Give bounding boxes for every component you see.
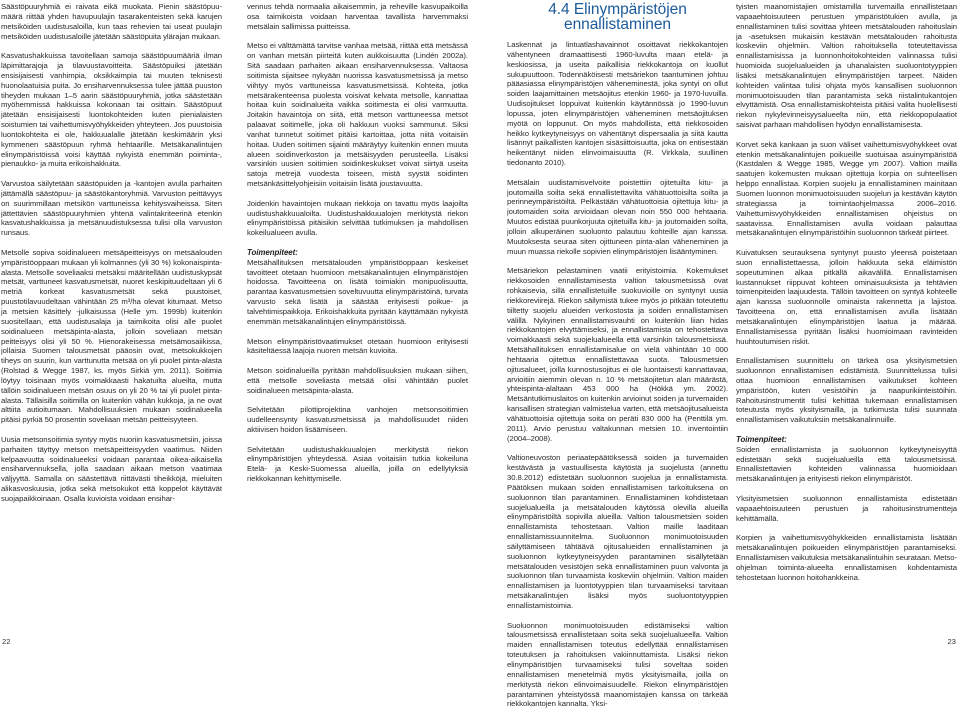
paragraph: Ennallistamisen suunnittelu on tärkeä osa yksityismetsien suoluonnon ennallistamisen edistämistä. Suunnittelussa tulisi ottaa huomioon ennallistamisen vaikutukset kohteen ympäristöön, kuten vesistöihin ja naapurikiinteistöihin. Rahoitusinstrumentit tulisi kehittää tukemaan ennallistamisen toteutusta myös yksityismailla, ja tutkimusta tulisi suunnata ennallistamisen vaikutuksiin metsäkanalinnuille. — [736, 356, 957, 425]
measure-item: Selvitetään pilottiprojektina vanhojen metsonsoitimien uudelleensynty kasvatusmetsissä ja mahdollisuudet niiden aktiivisen hoidon lisäämiseen. — [247, 405, 468, 434]
measure-item: Metson elinympäristövaatimukset otetaan huomioon erityisesti käsiteltäessä laajoja nuoren metsän kuvioita. — [247, 336, 468, 356]
measures-heading: Toimenpiteet: — [736, 434, 787, 444]
measure-item: Soiden ennallistamista ja suoluonnon kytkeytyneisyyttä edistetään sekä suojelualueilla että talousmetsissä. Ennallistettavien kohteiden valinnassa huomioidaan metsäkanalintujen ja erityisesti riekon elinympäristöt. — [736, 444, 957, 484]
paragraph: Kuivatuksen seurauksena syntynyt puusto yleensä poistetaan suon ennallistettaessa, jolloin hakkuuta sekä eläimistön sopeutuminen alkaa pitkällä aikavälillä. Ennallistamisen kustannukset riippuvat kohteen ominaisuuksista ja tehtävien toimenpiteiden laajuudesta. Tällöin tavoitteen on syntyä kohteelle ajan kanssa suoluonnolle ominaista rakennetta ja lajistoa. Tavoitteena on, että ennallistamisen avulla lisätään metsäkanalintujen elinympäristöjen laatua ja määrää. Ennallistamisessa pyritään lisäksi huomioimaan ravinteiden huuhtoutumisen riskit. — [736, 248, 957, 346]
paragraph: Metso ei välttämättä tarvitse vanhaa metsää, riittää että metsässä on vanhan metsän piirteitä kuten aukkoisuutta (Lindén 2002a). Sitä saadaan parhaiten aikaan ensiharvennuksessa. Valtaosa soitimista sijaitsee nykyään nuorissa kasvatusmetsissä ja metso viihtyy myös varttuneissa kasvatusmetsissä. Kohteita, jotka metsärakenteensa puolesta voisivat kelvata metsolle, kannattaa hoitaa kuin soidinalueita vaikka soitimesta ei olisi varmuutta. Joitakin havaintoja on siitä, että metson varttuneessa metsot palaavat soitimelle, joka oli hakkuun vuoksi sammunut. Siksi vanhat tunnetut soitimet pitäisi kartoittaa, jotta niitä voitaisiin hoitaa. Uuden soitimen sijainti määräytyy kuitenkin ennen muuta alueen soidinverkoston ja metsäisyyden perusteella. Lisäksi varsinkin uusien soitimien soidinkeskukset voivat siirtyä useita satoja metrejä vuodesta toiseen, mistä syystä soidinten metsänkäsittelyohjeisiin voitaisiin lisätä joustavuutta. — [247, 41, 468, 189]
section-heading — [507, 2, 728, 32]
page-number-right: 23 — [947, 637, 956, 646]
measure-item: Selvitetään uudistushakkuualojen merkitystä riekon elinympäristöjen yhteydessä. Asiaa voitaisiin tutkia kokeiluna Etelä- ja Keski-Suomessa alueilla, joilla on edellytyksiä riekkokannan kehittymiselle. — [247, 444, 468, 484]
paragraph: Valtioneuvoston periaatepäätöksessä soiden ja turvemaiden kestävästä ja vastuullisesta käytöstä ja suojelusta (annettu 30.8.2012) edistetään suoluonnon suojelua ja ennallistamista. Päätöksen mukaan soiden ennallistamisen tarkoituksena on suoluonnon tilan parantaminen. Ennallistaminen kohdistetaan suojelualueilla ja metsätalouden käytössä olevilla alueilla elinympäristöiltä sopivilla alueilla. Valtion talousmetsien soiden ennallistamista tehostetaan. Valtion maille laaditaan ennallistamissuunnitelma. Suoluonnon monimuotoisuuden säilyttämiseen tähtäävä ojitusalueiden ennallistaminen ja suoluonnon kytkeytyneisyyden parantaminen sisällytetään metsätalouden vesistöjen sekä ennallistaminen puun valvonta ja suoluonnon tilan turvaamista koskeviin ohjelmiin. Valtion maiden ennallistamisen ja luontotyyppien tilan turvaamiseksi tarvitaan metsäkanalintujen lisäksi myös suoluontotyyppien ennallistamistoimia. — [507, 453, 728, 610]
measure-item: Korpien ja vaihettumisvyöhykkeiden ennallistamista lisätään metsäkanalintujen poikueiden elinympäristöjen parantamiseksi. Ennallistamisen vaikutuksia metsäkanalintuihin seurataan. Metso- ohjelman toiminta-alueelta ennallistamisen kohdentamista tehostetaan luonnon hoitohankkeina. — [736, 533, 957, 582]
paragraph: vennus tehdä normaalia aikaisemmin, ja reheville kasvupaikoilla osa taimikoista voidaan harventaa tavallista harvemmaksi metsälain sallimissa puitteissa. — [247, 2, 468, 31]
paragraph: Laskennat ja lintuatlashavainnot osoittavat riekkokantojen vähentyneen dramaattisesti 1960-luvulta maan etelä- ja keskiosissa, ja useita paikallisia riekkokantoja on kuollut sukupuuttoon. Todennäköisesti metsäriekon taantuminen johtuu pääasiassa elinympäristöjen väheneminestä, joka syntyi on ollut soiden laajamittainen metsäojitus etenkin 1960- ja 1970-luvuilla. Uudisojitukset loppuivat kuitenkin käytännössä jo 1990-luvun lopussa, joten elinympäristöjen väheneminen metsäojituksen myötä on loppunut. On myös mahdollista, että riekkosoiden heikko kytkeytyneisyys on vähentänyt dispersaalia ja siitä kautta lisännyt paikallisten kantojen sisäsiittoisuutta, joka on entisestään heikentänyt niiden elinvoimaisuutta (R. Virkkala, suullinen tiedonanto 2010). — [507, 40, 728, 168]
section-heading-line-1: 4.4 Elinympäristöjen — [548, 2, 687, 18]
right-page-column-1 — [507, 2, 728, 719]
paragraph: Uusia metsonsoitimia syntyy myös nuoriin kasvatusmetsiin, joissa parhaiten täyttyy metson metsäpeitteisyyden vaatimus. Niiden kelpaavuutta soidinalueeksi voidaan parantaa oikea-aikaisella ensiharvennuksella, jolla saadaan aikaan metson vaatimaa väljyyttä. Samalla on säästettävä riittävästi tiheikköjä, mieluiten alikasvoskuusia, jotka sekä metsokukot että koppelot käyttävät suojapaikkoinaan. Osalla kuvioista voidaan ensihar- — [1, 434, 222, 503]
paragraph: Metsolle sopiva soidinalueen metsäpeitteisyys on metsäalouden ympäristöoppaan mukaan yli kolmannes (yli 30 %) kokonaispinta-alasta. Metsolle soveliaaksi metsäksi määritellään uudistuskypsät metsät, varttuneet kasvatusmetsät, nuoret keskipituudeltaan yli 6 metriä korkeat kasvatusmetsät sekä puustoiset, puustotilavuudeltaan vähintään 25 m³/ha olevat kitumaat. Metso ja metsien käsittely -julkaisussa (Helle ym. 1999b) kuitenkin suositellaan, että uudistusalaja ja taimikoita olisi alle puolet soidinalueen metsäpinta-alasta, jolloin soveliaan metsän peitteisyys olisi yli 50 %. Hienorakeisessa metsämosaiikissa, jollaisia Suomen talousmetsät pääosin ovat, metsokukkojen tiheys on suurin, kun varttunutta metsää on yli puolet pinta-alasta (Rolstad & Wegge 1987, ks. myös Sirkiä ym. 2011). Soitimia löytyy toisinaan myös voimakkaasti hakatuilta alueilta, mutta tällöin soidinalueen metsän osuus on yli 20 % tai yli puolet pinta-alasta. Tällaisilla soitimilla on kuitenkin vähän kukkoja, ja ne ovat alttiita autioitumaan. Mahdollisuuksien mukaan soidinalueella pitäisi pyrkiä 50 prosentin soveliaan metsän peitteisyyteen. — [1, 247, 222, 425]
section-heading-line-2: ennallistaminen — [564, 16, 671, 33]
paragraph: Metsäriekon pelastaminen vaatii erityistoimia. Kokemukset riekkosoiden ennallistamisesta valtion talousmetsissä ovat rohkaisevia, sillä ennallistetuille suokuvioille on syntynyt uusia riekkoreviirejä. Riekon säilymistä tukee myös jo pitkään toteutettu tiiltetty suojelu alueiden verkostosta ja soiden ennallistamisen välillä. Nykyinen ennallistamisvauhti on kuitenkin liian hidas riekkokantojen elvyttämiseksi, ja ennallistamista on tehostettava voimakkaasti sekä suojelualueella että varsinkin talousmetsissä. Metsähallituksen ennallistamisalue on vielä vähintään 10 000 hehtaaria ojitettua ennallistettavaa suota. Talousmetsien ojitusalueet, joilla kunnostusojitus ei ole luontaisesti kannattavaa, arvioitiin aiemmin olevan n. 10 % metsäojitetun alan määrästä, yhteispinta-alaltaan 453 000 ha (Hökkä ym. 2002). Metsäntutkimuslaitos on kuitenkin arvioinut soiden ja turvemaiden kansallisen strategian valmistelua varten, että metsäojitusalueista vähätuottoisia ojitettuja soita on peräti 830 000 ha (Penttilä ym. 2011). Arvio perustuu valtakunnan metsien 10. inventointiin (2004–2008). — [507, 266, 728, 443]
measures-heading: Toimenpiteet: — [247, 247, 298, 257]
page-number-left: 22 — [2, 637, 11, 646]
paragraph: tyisten maanomistajien omistamilla turvemailla ennallistetaan vapaaehtoisuuteen perustuen ympäristötukien avulla, ja ennallistaminen tulisi sovittaa yhteen metsätalouden rahoituslain ja -asetuksen mukaisiin kestävän metsätalouden rahoitusta koskeviin ohjelmiin. Valtion rahoituksella toteutettavissa ennallistamisissa ja luonnonhoitokohteiden valinnassa tulisi huomioida suojelualueiden ja uhanalaisten suoluontotyyppien lisäksi metsäkanalintujen elinympäristöjen tarpeet. Näiden kohteiden valintaa tulisi ohjata myös kansallisen suoluonnon monimuotoisuuden tilan parantamista sekä riistalintukantojen elvyttämistä. Osa ennallistamiskohteista pitäisi valita huolellisesti riekon nykylevinneisyysalueelta niin, että riekkopopulaatiot saisivat parhaan mahdollisen hyödyn ennallistamisesta. — [736, 2, 957, 130]
paragraph: Kasvatushakkuissa tavoitellaan samoja säästöpuumääriä ilman läpimittarajoja ja tilavuustavoitteita. Säästöpuiksi jätetään ensisijaisesti vanhimpia, oksikkaimpia tai muuten teknisesti huonolaatuisia puita. Jo ensiharvennuksessa tulee jättää puuston tiheyden mukaan 1–5 aarin säästöpuuryhmiä, jotka säästetään myöhemmissä hakkuissa kokonaan tai osittain. Säästöpuut jätetään ensisijaisesti luontokohteiden kuten pienialaisten soistumien tai vaihettumisvyöhykkeiden yhteyteen. Jos puustoisia luontokohteita ei ole, hakkuualalle jätetään keskimäärin yksi kymmenen säästöpuun ryhmä hehtaarille. Metsäkanalintujen elinympäristöissä voisi käyttää nykyistä enemmän poiminta-, pienaukko- ja muita erikoishakkuita. — [1, 51, 222, 169]
paragraph: Korvet sekä kankaan ja suon väliset vaihettumisvyöhykkeet ovat etenkin metsäkanalintujen poikueille suotuisaa asuinympäristöä (Kastdalen & Wegge 1985, Wegge ym 2007). Valtion mailla saatujen kokemusten mukaan ojitettuja korpia on suhteellisen helppo ennallistaa. Korpien suojelu ja ennallistaminen mainitaan Suomen luonnon monimuotoisuuden suojelun ja kestävän käytön strategiassa ja toimintaohjelmassa 2006–2016. Vaihettumisvyöhykkeiden ennallistamisen ohjeistus on saatavissa. Ennallistamisen avulla voidaan palauttaa metsäkanalintujen elinympäristöihin suoluonnon tärkeät piirteet. — [736, 139, 957, 238]
left-page-column-1 — [1, 2, 222, 514]
paragraph: Varvustoa säilytetään säästöpuiden ja -kantojen avulla parhaiten jättämällä säästöpuu- ja säästökantoryhmiä. Varvuston peittävyys on suurimmillaan metsikön varttuneissa kehitysvaiheissa. Siten jättettävien säästöpuuryhmien yhtenä valintakriteerinä etenkin kasvatushakkuissa ja metsänuudistuksessa tulisi olla varvuston runsaus. — [1, 179, 222, 238]
paragraph: Säästöpuuryhmiä ei raivata eikä muokata. Pienin säästöpuu-määrä riittää yhden havupuulajin tasarakenteisten sekä karujen metsiköiden uudistusaloilla, kun taas rehevien tai useat puulajin metsiköiden uudistusaloille jätetään säästöpuita ylärajan mukaan. — [1, 2, 222, 41]
paragraph: Joidenkin havaintojen mukaan riekkoja on tavattu myös laajoilta uudistushakkuualoilta. Uudistushakkuualojen merkitystä riekon elinympäristöissä pitäisikin selvittää tutkimuksen ja mahdollisen kokeilualueen avulla. — [247, 198, 468, 238]
measure-item: Metson soidinalueilla pyritään mahdollisuuksien mukaan siihen, että metsolle soveliasta metsää olisi vähintään puolet soidinalueen metsäpinta-alasta. — [247, 365, 468, 395]
paragraph: Suoluonnon monimuotoisuuden edistämiseksi valtion talousmetsissä ennallistetaan soita sekä suojelualueella. Valtion maiden ennallistamisen toteutus edellyttää ennallistamisen toteutuksen ja rahoituksen vakiinnuttamista. Lisäksi riekon elinympäristöjen turvaamiseksi tulisi soveltaa soiden ennallistamisen menetelmiä myös yksityismailla, joilla on merkitystä riekon elinvoimaisuudelle. Riekon elinympäristöjen parantaminen yhteistyössä maanomistajien kanssa on tärkeää riekkokantojen kannalta. Yksi- — [507, 620, 728, 709]
right-page-column-2 — [736, 2, 957, 592]
paragraph: Metsälain uudistamisvelvoite poistettiin ojitetuilta kitu- ja joutomailla soilta sekä ennallistettavilta vähätuottoisilta soilta ja perinneympäristöiltä. Pelkästään vähätuottoisia ojitettuja kitu- ja joutomaiden soita arvioidaan olevan noin 550 000 hehtaaria. Muutos edistää puunkorjuuta ojitetuilla kitu- ja joutomaiden soilta, jolloin alkuperäinen suoluonto palautuu kohteille ajan kanssa. Muutoksesta seuraa siten ojittuneen pinta-alan väheneminen ja muun muassa riekolle sopivien elinympäristöjen lisääntyminen. — [507, 177, 728, 256]
measure-item: Yksityismetsien suoluonnon ennallistamista edistetään vapaaehtoisuuteen perustuen ja rahoitusinstrumentteja kehittämällä. — [736, 493, 957, 523]
left-page-column-2 — [247, 2, 468, 494]
measure-item: Metsähallituksen metsätalouden ympäristöoppaan keskeiset tavoitteet otetaan huomioon metsäkanalintujen elinympäristöjen hoidossa. Tavoitteena on lisätä toimiakin monipuolisuutta, parantaa kasvatusmetsien soveltuvuutta elinympäristöinä, turvata varvusto sekä lisätä ja säästää erityisesti poikue- ja talvehtimispaikkoja. Erikoishakkuita pyritään käyttämään nykyistä enemmän metsäkanalintujen elinympäristöissä. — [247, 257, 468, 326]
